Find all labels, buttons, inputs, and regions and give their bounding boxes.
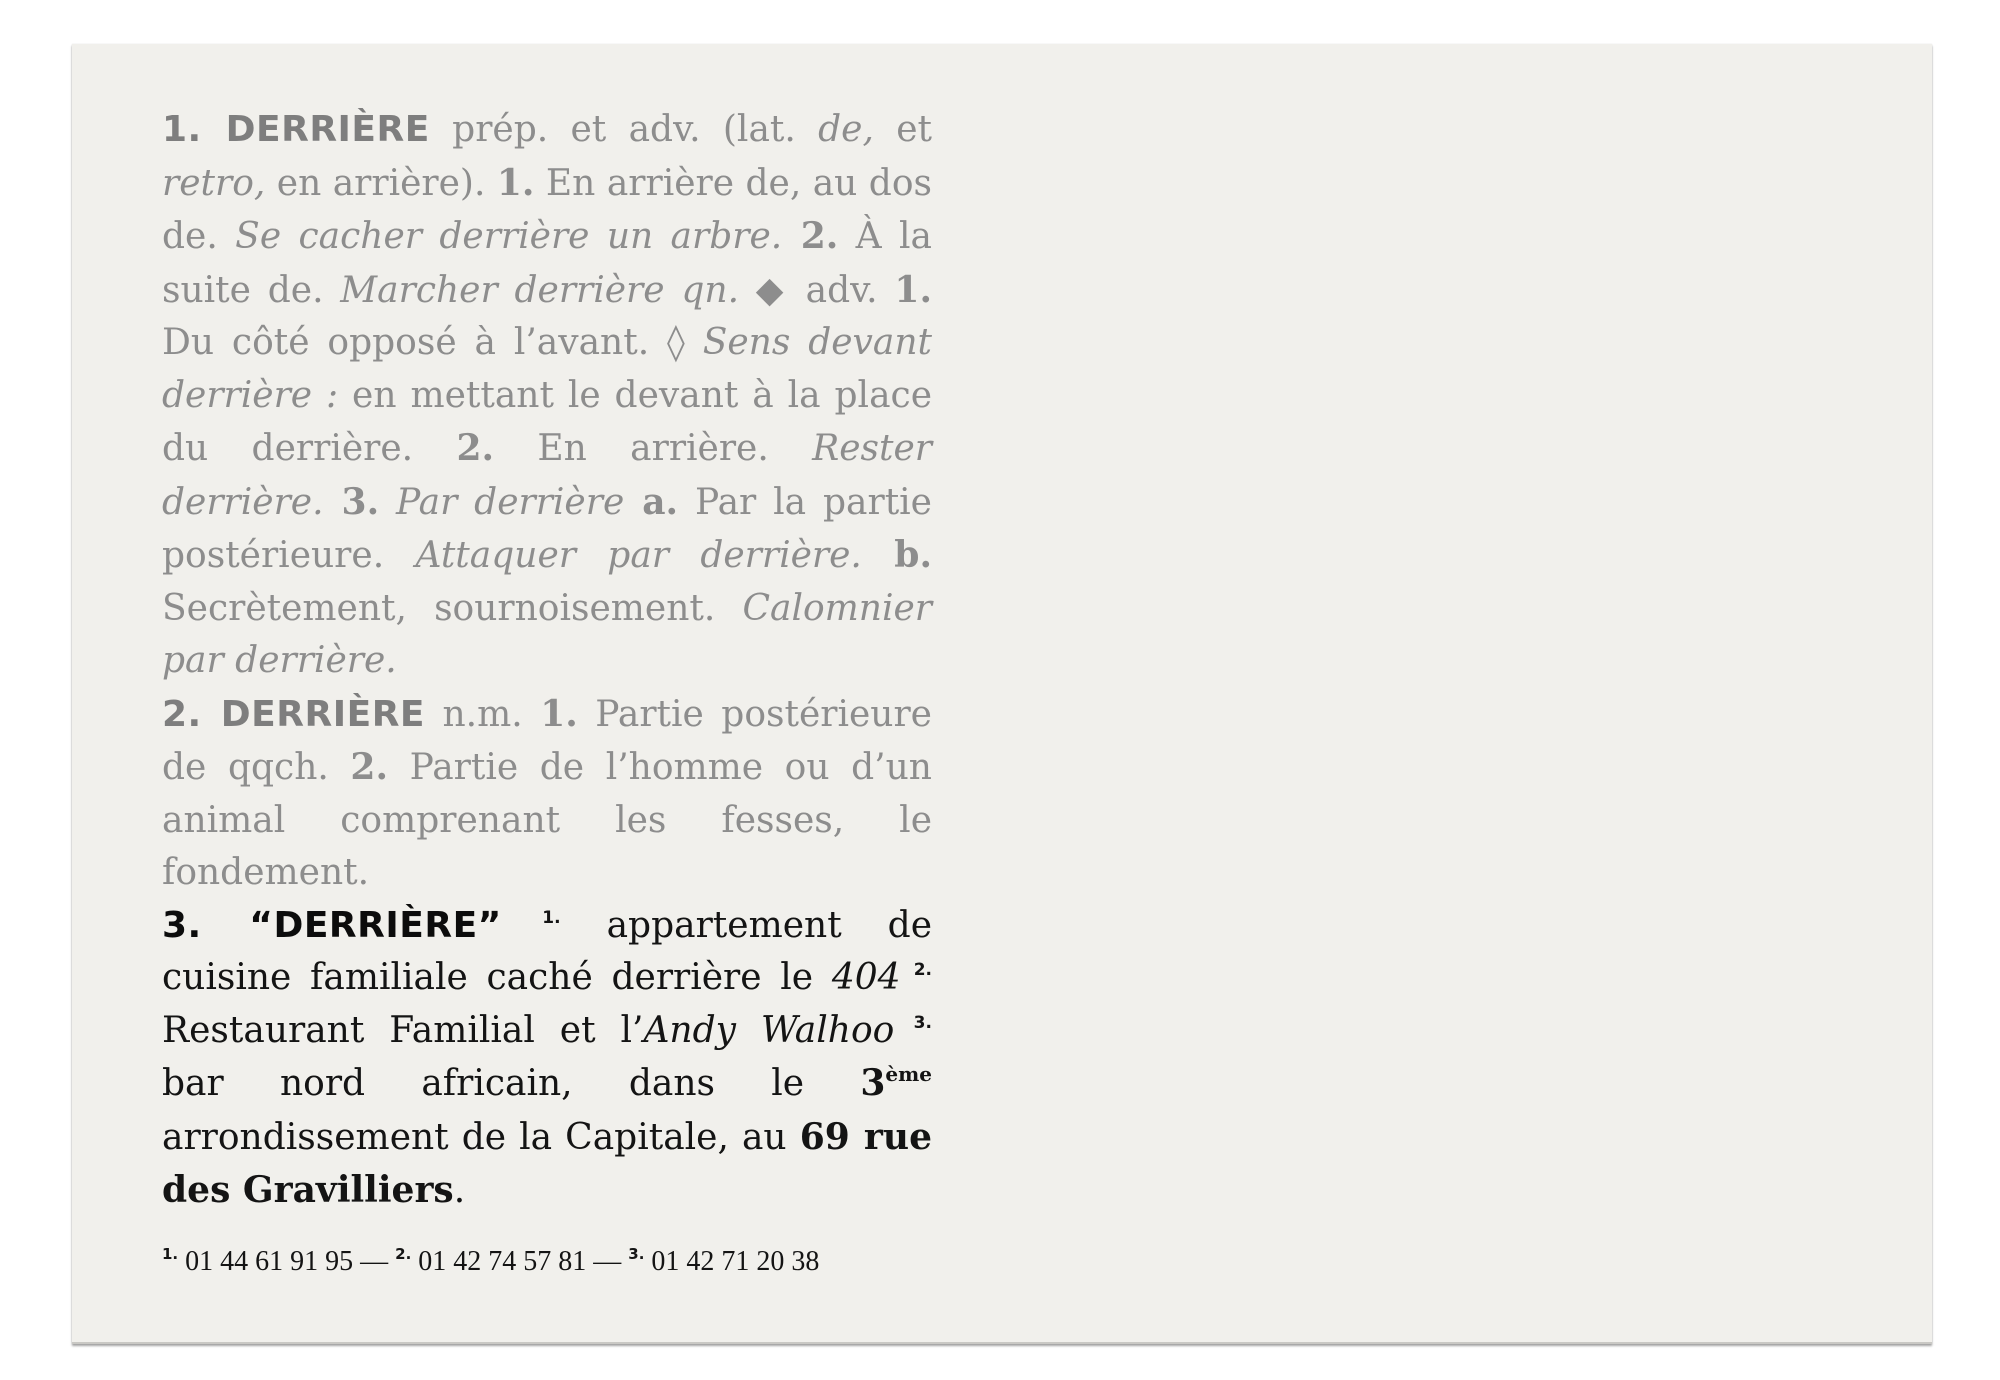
entry-3-text: Restaurant Familial et l’ bbox=[162, 1009, 644, 1051]
entry-3-text: bar nord africain, dans le bbox=[162, 1063, 861, 1104]
entry-1-text bbox=[379, 482, 396, 523]
entry-1-sense-number: 2. bbox=[456, 427, 495, 469]
entry-1 bbox=[162, 104, 932, 688]
entry-1-italic: retro, bbox=[162, 162, 266, 204]
entry-1-text: prép. et adv. (lat. bbox=[429, 109, 819, 150]
entry-2-text: n.m. bbox=[425, 693, 541, 735]
entry-1-sense-number: a. bbox=[624, 480, 679, 523]
entry-1-example: Rester derrière. bbox=[162, 428, 933, 523]
entry-3-italic: 404 bbox=[831, 957, 901, 998]
entry-2-headword: 2. DERRIÈRE bbox=[162, 693, 426, 735]
entry-1-text: En arrière de, au dos de. bbox=[162, 162, 933, 257]
entry-1-example: Se cacher derrière un arbre. bbox=[235, 216, 783, 257]
entry-2-sense-number: 2. bbox=[350, 746, 389, 788]
entry-1-text: En arrière. bbox=[494, 428, 813, 469]
entry-1-sense-number: 1. bbox=[894, 268, 932, 311]
entry-1-text: Secrètement, sournoisement. bbox=[162, 587, 743, 629]
entry-1-example: Attaquer par derrière. bbox=[415, 535, 862, 576]
entry-1-example: Sens devant derrière : bbox=[162, 322, 932, 416]
entry-1-italic: de, bbox=[818, 109, 874, 150]
entry-1-example: Marcher derrière qn. bbox=[340, 269, 740, 311]
entry-1-text: ◆ adv. bbox=[739, 269, 895, 311]
entry-3-headword: 3. “DERRIÈRE” bbox=[162, 904, 502, 946]
entry-3-marker: 3. bbox=[894, 1012, 932, 1033]
entry-3-ordinal: ème bbox=[885, 1062, 932, 1086]
entry-2-text: Partie postérieure de qqch. bbox=[162, 693, 932, 788]
phone-number: 01 44 61 91 95 — bbox=[178, 1246, 396, 1277]
entry-3-text: arrondissement de la Capitale, au bbox=[162, 1116, 800, 1158]
entry-1-text: Par la partie postérieure. bbox=[162, 481, 932, 576]
entry-3-marker: 1. bbox=[501, 907, 561, 928]
phone-number: 01 42 71 20 38 bbox=[644, 1246, 820, 1277]
dictionary-entries bbox=[162, 104, 932, 1218]
postcard bbox=[72, 44, 1932, 1344]
entry-2 bbox=[162, 688, 932, 900]
entry-3-text: appartement de cuisine familiale caché derrière le bbox=[162, 904, 932, 998]
phone-marker: 2. bbox=[395, 1245, 412, 1263]
entry-1-sense-number: 1. bbox=[496, 161, 535, 204]
entry-1-text: et bbox=[873, 109, 932, 150]
entry-1-text: À la suite de. bbox=[162, 216, 932, 311]
entry-1-example: Par derrière bbox=[396, 481, 625, 523]
entry-2-text: Partie de l’homme ou d’un animal comprenant les fesses, le fondement. bbox=[162, 747, 932, 893]
entry-1-sense-number: 2. bbox=[782, 215, 839, 257]
entry-1-text: Du côté opposé à l’avant. ◊ bbox=[162, 322, 703, 363]
entry-1-example: Calomnier par derrière. bbox=[162, 587, 932, 681]
entry-2-sense-number: 1. bbox=[540, 692, 578, 735]
entry-1-sense-number: b. bbox=[861, 534, 933, 576]
entry-3-italic: Andy Walhoo bbox=[643, 1009, 895, 1051]
entry-3 bbox=[162, 900, 932, 1218]
entry-3-address: 69 rue des Gravilliers bbox=[162, 1115, 932, 1211]
entry-1-sense-number: 3. bbox=[323, 480, 380, 523]
phone-marker: 3. bbox=[628, 1245, 645, 1263]
entry-3-bold: 3 bbox=[860, 1062, 886, 1104]
phone-marker: 1. bbox=[162, 1245, 179, 1263]
entry-1-headword: 1. DERRIÈRE bbox=[162, 109, 430, 150]
phone-numbers bbox=[162, 1246, 819, 1278]
entry-3-marker: 2. bbox=[900, 960, 932, 980]
phone-number: 01 42 74 57 81 — bbox=[411, 1246, 629, 1277]
entry-1-text: en arrière). bbox=[265, 162, 497, 204]
entry-1-text: en mettant le devant à la place du derrière. bbox=[162, 374, 932, 469]
entry-3-text: . bbox=[453, 1170, 466, 1211]
